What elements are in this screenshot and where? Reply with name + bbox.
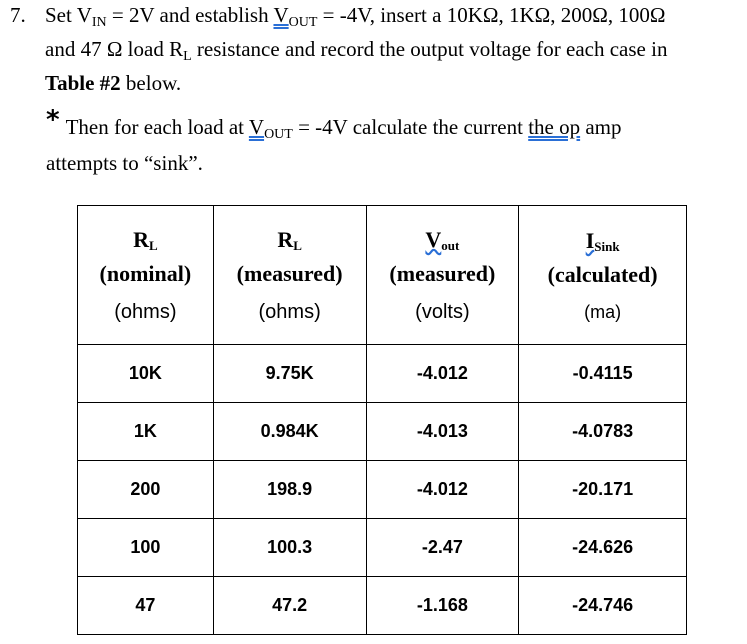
- cell-vout: -4.012: [366, 461, 519, 519]
- header-symbol: V: [425, 226, 442, 252]
- cell-isink: -24.626: [519, 519, 687, 577]
- note-text-part: = -4V calculate the current: [292, 115, 529, 139]
- vout-letter: V: [273, 3, 289, 27]
- cell-rl-measured: 100.3: [213, 519, 366, 577]
- header-subscript: out: [441, 237, 460, 253]
- asterisk-icon: *: [46, 105, 60, 135]
- step-text-part: resistance and record the output voltage for each case in: [191, 37, 668, 61]
- header-rl-nominal: [78, 206, 214, 345]
- step-text-part: and 47 Ω load R: [45, 37, 184, 61]
- header-isink-calculated: [519, 206, 687, 345]
- table-row: [78, 345, 687, 403]
- cell-vout: -4.012: [366, 345, 519, 403]
- table-row: [78, 461, 687, 519]
- header-qualifier: (measured): [389, 260, 496, 286]
- header-unit: (ma): [584, 301, 622, 322]
- header-qualifier: (calculated): [547, 261, 658, 287]
- cell-rl-nominal: 10K: [78, 345, 214, 403]
- cell-isink: -24.746: [519, 577, 687, 635]
- subscript-l: L: [183, 49, 192, 64]
- table-reference: Table #2: [45, 71, 121, 95]
- header-symbol: R: [133, 226, 149, 252]
- cell-rl-nominal: 47: [78, 577, 214, 635]
- header-unit: (ohms): [114, 300, 177, 323]
- note-text-part: Then for each load at: [65, 115, 249, 139]
- cell-isink: -4.0783: [519, 403, 687, 461]
- header-qualifier: (measured): [236, 260, 343, 286]
- header-vout-measured: [366, 206, 519, 345]
- vout-label: [248, 115, 293, 142]
- subscript-in: IN: [91, 15, 107, 30]
- header-qualifier: (nominal): [99, 260, 192, 286]
- step-text-part: Set V: [45, 3, 92, 27]
- header-subscript: L: [148, 237, 158, 253]
- cell-isink: -20.171: [519, 461, 687, 519]
- vout-letter: V: [248, 115, 265, 139]
- header-unit: (volts): [415, 300, 470, 323]
- cell-rl-measured: 0.984K: [213, 403, 366, 461]
- note-text-part: attempts to “sink”.: [46, 151, 203, 175]
- cell-vout: -2.47: [366, 519, 519, 577]
- cell-rl-measured: 47.2: [213, 577, 366, 635]
- table-row: [78, 577, 687, 635]
- step-text-part: = 2V and establish: [106, 3, 274, 27]
- step-number: 7.: [10, 3, 26, 27]
- cell-rl-nominal: 1K: [78, 403, 214, 461]
- cell-isink: -0.4115: [519, 345, 687, 403]
- cell-rl-nominal: 100: [78, 519, 214, 577]
- note-text-part: amp: [580, 115, 622, 139]
- table-header-row: [78, 206, 687, 345]
- step-text-part: = -4V, insert a 10KΩ, 1KΩ, 200Ω, 100Ω: [317, 3, 666, 27]
- cell-rl-measured: 198.9: [213, 461, 366, 519]
- op-amp-phrase: the op: [528, 115, 581, 139]
- cell-rl-nominal: 200: [78, 461, 214, 519]
- step-text-part: below.: [120, 71, 182, 95]
- cell-vout: -1.168: [366, 577, 519, 635]
- table-row: [78, 519, 687, 577]
- header-symbol: R: [277, 226, 294, 252]
- table-row: [78, 403, 687, 461]
- header-unit: (ohms): [258, 300, 321, 323]
- subscript-out: OUT: [264, 127, 293, 142]
- header-subscript: L: [293, 237, 302, 253]
- header-subscript: Sink: [594, 238, 620, 254]
- vout-label: [273, 3, 318, 30]
- header-symbol: I: [585, 227, 595, 253]
- cell-vout: -4.013: [366, 403, 519, 461]
- header-rl-measured: [213, 206, 366, 345]
- results-table: [77, 205, 687, 635]
- step-text: [45, 2, 735, 96]
- subscript-out: OUT: [288, 15, 318, 30]
- cell-rl-measured: 9.75K: [213, 345, 366, 403]
- sink-current-note: [46, 105, 736, 177]
